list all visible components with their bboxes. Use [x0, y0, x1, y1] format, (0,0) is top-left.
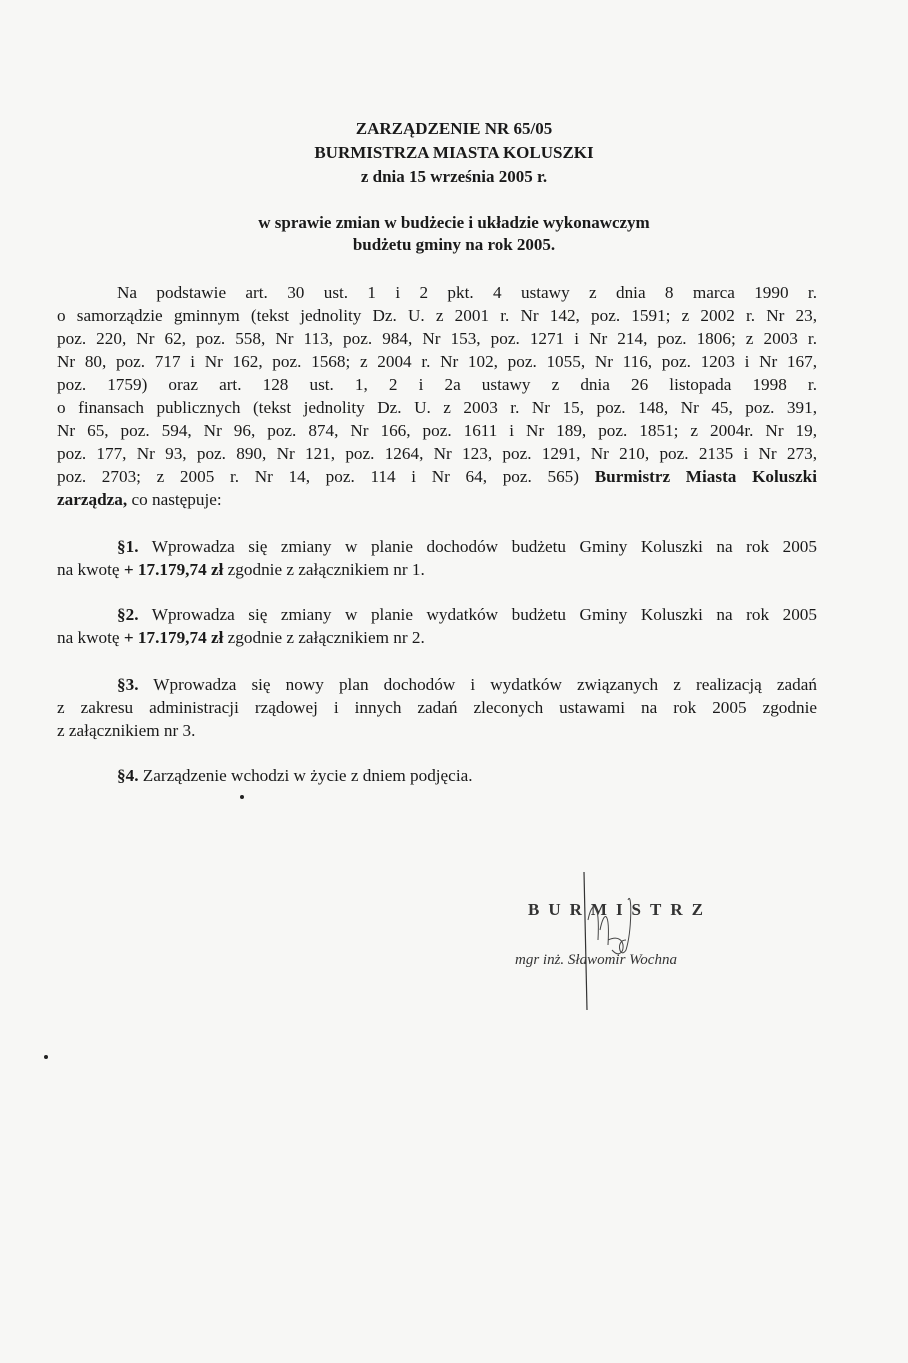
section-number: §4. — [117, 766, 139, 785]
signature-stamp-title: BURMISTRZ — [528, 900, 712, 919]
section-1-line — [117, 536, 817, 558]
preamble-line — [57, 489, 817, 511]
amount: + 17.179,74 zł — [123, 628, 224, 647]
section-3-line — [117, 674, 817, 696]
section-1-line — [57, 559, 817, 581]
section-number: §1. — [117, 537, 139, 556]
preamble-line: o samorządzie gminnym (tekst jednolity Dz. U. z 2001 r. Nr 142, poz. 1591; z 2002 r. Nr 23, — [57, 306, 817, 325]
preamble-line: poz. 1759) oraz art. 128 ust. 1, 2 i 2a ustawy z dnia 26 listopada 1998 r. — [57, 375, 817, 394]
preamble-bold: Burmistrz Miasta Koluszki — [594, 467, 818, 486]
section-text: Zarządzenie wchodzi w życie z dniem podjęcia. — [142, 766, 473, 785]
section-number: §2. — [117, 605, 139, 624]
section-number: §3. — [117, 675, 139, 694]
title-line-1: ZARZĄDZENIE NR 65/05 — [355, 119, 553, 138]
section-2-line — [117, 604, 817, 626]
preamble-line: Nr 80, poz. 717 i Nr 162, poz. 1568; z 2004 r. Nr 102, poz. 1055, Nr 116, poz. 1203 i Nr 167, — [57, 352, 817, 371]
section-text: zgodnie z załącznikiem nr 1. — [227, 560, 425, 579]
scan-speck — [240, 795, 244, 799]
preamble-bold: zarządza, — [57, 490, 128, 509]
signatory-name: mgr inż. Sławomir Wochna — [515, 952, 677, 968]
title-date: z dnia 15 września 2005 r. — [360, 167, 548, 186]
preamble-line: poz. 220, Nr 62, poz. 558, Nr 113, poz. 984, Nr 153, poz. 1271 i Nr 214, poz. 1806; z 2003 r. — [57, 329, 817, 348]
amount: + 17.179,74 zł — [123, 560, 224, 579]
scan-speck — [44, 1055, 48, 1059]
preamble-line — [57, 466, 817, 488]
subject-line-1: w sprawie zmian w budżecie i układzie wykonawczym — [258, 213, 650, 232]
preamble-text: co następuje: — [131, 490, 222, 509]
preamble-line: Na podstawie art. 30 ust. 1 i 2 pkt. 4 ustawy z dnia 8 marca 1990 r. — [117, 283, 817, 302]
preamble-line: Nr 65, poz. 594, Nr 96, poz. 874, Nr 166, poz. 1611 i Nr 189, poz. 1851; z 2004r. Nr 19, — [57, 421, 817, 440]
section-text: na kwotę — [57, 560, 120, 579]
preamble-text: poz. 2703; z 2005 r. Nr 14, poz. 114 i Nr 64, poz. 565) — [57, 467, 580, 486]
section-text: Wprowadza się zmiany w planie dochodów budżetu Gminy Koluszki na rok 2005 — [151, 537, 817, 556]
preamble-line: o finansach publicznych (tekst jednolity Dz. U. z 2003 r. Nr 15, poz. 148, Nr 45, poz. 391, — [57, 398, 817, 417]
section-3-line: z załącznikiem nr 3. — [57, 721, 196, 740]
section-text: Wprowadza się nowy plan dochodów i wydatków związanych z realizacją zadań — [153, 675, 817, 694]
preamble-line: poz. 177, Nr 93, poz. 890, Nr 121, poz. 1264, Nr 123, poz. 1291, Nr 210, poz. 2135 i Nr 273, — [57, 444, 817, 463]
section-text: Wprowadza się zmiany w planie wydatków budżetu Gminy Koluszki na rok 2005 — [151, 605, 817, 624]
section-text: zgodnie z załącznikiem nr 2. — [227, 628, 425, 647]
title-line-2: BURMISTRZA MIASTA KOLUSZKI — [314, 143, 594, 162]
section-2-line — [57, 627, 817, 649]
handwritten-signature — [570, 870, 650, 1020]
section-3-line: z zakresu administracji rządowej i innych zadań zleconych ustawami na rok 2005 zgodnie — [57, 698, 817, 717]
subject-line-2: budżetu gminy na rok 2005. — [352, 235, 556, 254]
section-4-line — [117, 765, 817, 787]
section-text: na kwotę — [57, 628, 120, 647]
